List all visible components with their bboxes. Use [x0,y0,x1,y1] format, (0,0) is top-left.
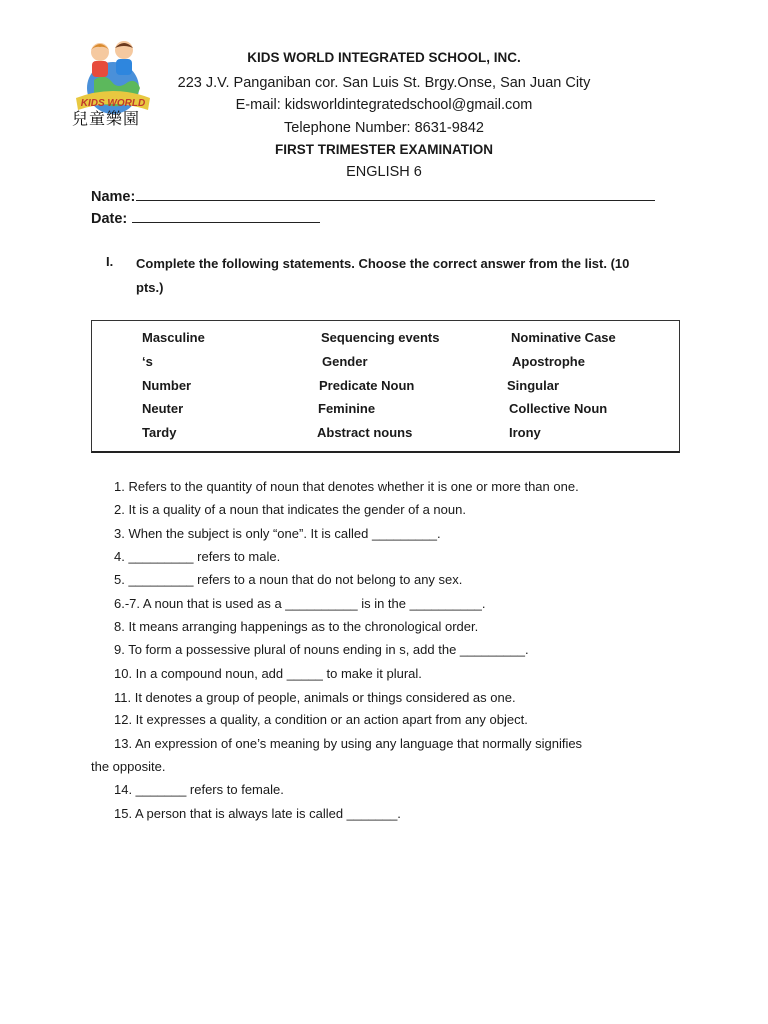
word-bank-item: Predicate Noun [319,378,415,393]
name-field[interactable] [91,186,655,205]
exam-title: FIRST TRIMESTER EXAMINATION [275,142,493,157]
word-bank-item: ‘s [142,354,153,369]
question-12: 12. It expresses a quality, a condition or an action apart from any object. [114,712,528,727]
question-13: 13. An expression of one’s meaning by using any language that normally signifies [114,736,583,751]
question-14: 14. _______ refers to female. [114,782,284,797]
question-4: 4. _________ refers to male. [114,549,281,564]
question-3: 3. When the subject is only “one”. It is called _________. [114,526,441,541]
word-bank-item: Irony [509,425,541,440]
school-name: KIDS WORLD INTEGRATED SCHOOL, INC. [247,50,521,65]
section-instruction [136,252,676,300]
question-11: 11. It denotes a group of people, animals or things considered as one. [114,690,516,705]
question-15: 15. A person that is always late is called _______. [114,806,401,821]
question-2: 2. It is a quality of a noun that indicates the gender of a noun. [114,502,466,517]
subject-title: ENGLISH 6 [346,164,422,180]
word-bank-item: Number [142,378,192,393]
question-10: 10. In a compound noun, add _____ to make it plural. [114,666,422,681]
word-bank-item: Gender [322,354,368,369]
school-email: E-mail: kidsworldintegratedschool@gmail.com [235,97,533,113]
logo-text: KIDS WORLD [80,98,146,109]
instruction-line-2: pts.) [136,280,164,295]
question-8: 8. It means arranging happenings as to the chronological order. [114,619,479,634]
name-line[interactable] [136,186,655,201]
word-bank-item: Singular [507,378,560,393]
school-address: 223 J.V. Panganiban cor. San Luis St. Brgy.Onse, San Juan City [177,75,591,91]
question-1: 1. Refers to the quantity of noun that denotes whether it is one or more than one. [114,479,579,494]
word-bank-item: Abstract nouns [317,425,413,440]
word-bank-item: Masculine [142,330,205,345]
section-number: I. [106,254,114,269]
question-5: 5. _________ refers to a noun that do not belong to any sex. [114,572,463,587]
word-bank-item: Sequencing events [321,330,440,345]
question-6-7: 6.-7. A noun that is used as a __________ is in the __________. [114,596,486,611]
school-telephone: Telephone Number: 8631-9842 [284,120,484,136]
question-13-continued: the opposite. [91,759,166,774]
word-bank-item: Feminine [318,401,376,416]
instruction-line-1: Complete the following statements. Choose the correct answer from the list. (10 [136,256,630,271]
date-label: Date: [91,211,128,227]
word-bank-item: Collective Noun [509,401,608,416]
word-bank-item: Apostrophe [512,354,585,369]
date-line[interactable] [132,208,320,223]
word-bank-item: Neuter [142,401,184,416]
date-field[interactable] [91,208,320,227]
question-9: 9. To form a possessive plural of nouns ending in s, add the _________. [114,642,529,657]
logo-cjk-text: 兒童樂園 [72,109,141,128]
name-label: Name: [91,189,136,205]
word-bank-item: Nominative Case [511,330,616,345]
word-bank-item: Tardy [142,425,177,440]
